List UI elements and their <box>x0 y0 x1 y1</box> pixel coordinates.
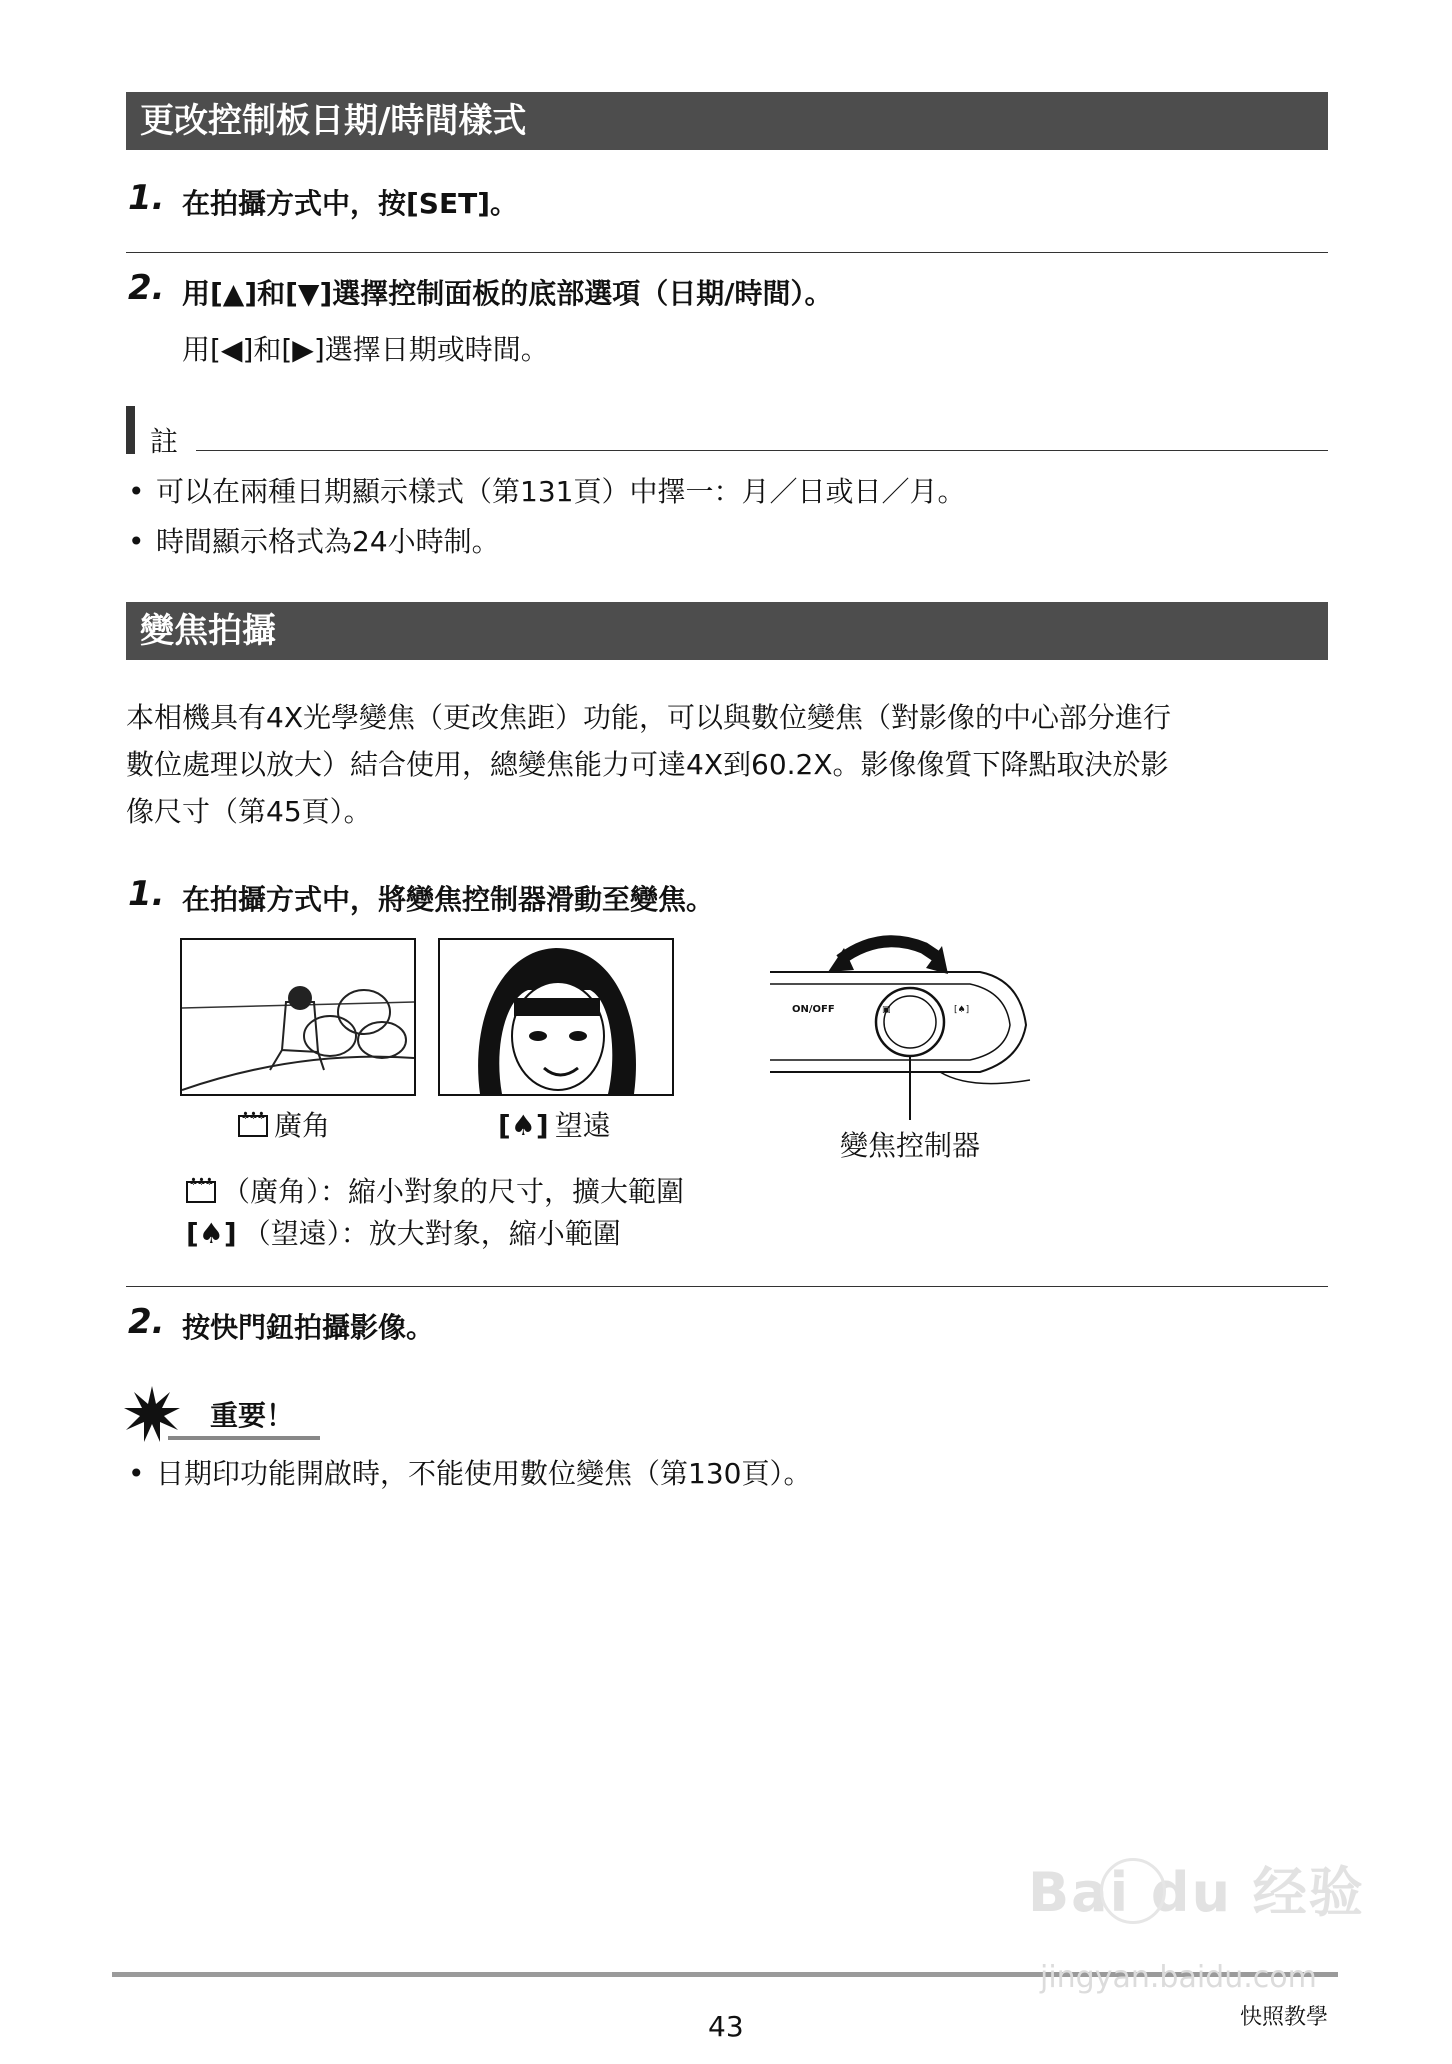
list-item: • 可以在兩種日期顯示樣式（第131頁）中擇一：月／日或日／月。 <box>128 475 966 508</box>
camera-top-view <box>770 930 1040 1120</box>
zoom-description: 本相機具有4X光學變焦（更改焦距）功能，可以與數位變焦（對影像的中心部分進行 數位處理以放大）結合使用，總變焦能力可達4X到60.2X。影像像質下降點取決於影 像尺寸（第45頁）。 <box>126 701 1172 828</box>
important-rule <box>168 1436 320 1440</box>
step-number: 1. <box>128 178 165 218</box>
important-burst-icon <box>124 1386 180 1442</box>
step-text: 在拍攝方式中，將變焦控制器滑動至變焦。 <box>182 883 715 916</box>
watermark-url: jingyan.baidu.com <box>1040 1960 1317 1995</box>
wide-angle-caption: ♣♣♣廣角 <box>238 1104 330 1144</box>
note-rule <box>196 450 1328 451</box>
telephoto-icon: [♠] <box>186 1217 237 1250</box>
telephoto-scene <box>440 940 672 1094</box>
wide-angle-scene <box>182 940 414 1094</box>
telephoto-icon: [♠] <box>498 1109 549 1142</box>
step-number: 2. <box>128 1302 165 1342</box>
step-text: 在拍攝方式中，按[SET]。 <box>182 187 518 220</box>
step-text: 按快門鈕拍攝影像。 <box>182 1311 435 1344</box>
zoom-controller-caption: 變焦控制器 <box>840 1129 981 1162</box>
footer-section-name: 快照教學 <box>1240 2005 1329 2030</box>
page-number: 43 <box>708 2010 744 2043</box>
paw-icon <box>1100 1858 1166 1924</box>
section-title-date-time-style: 更改控制板日期/時間樣式 <box>126 92 1328 150</box>
section-title-zoom: 變焦拍攝 <box>126 602 1328 660</box>
legend-tele: [♠] （望遠）：放大對象，縮小範圍 <box>186 1217 621 1250</box>
wide-angle-illustration <box>180 938 416 1096</box>
step-subtext: 用[◀]和[▶]選擇日期或時間。 <box>182 333 549 366</box>
divider <box>126 1286 1328 1287</box>
svg-text:▣: ▣ <box>882 1005 891 1015</box>
camera-diagram <box>770 930 1040 1120</box>
important-label: 重要！ <box>210 1399 295 1432</box>
note-marker <box>126 406 135 454</box>
camera-onoff-label: ON/OFF <box>792 1004 835 1015</box>
step-number: 1. <box>128 874 165 914</box>
note-label: 註 <box>150 425 179 458</box>
wide-angle-icon <box>238 1115 268 1137</box>
watermark-logo: Bai du 经验 <box>1028 1861 1365 1924</box>
step-number: 2. <box>128 268 165 308</box>
telephoto-caption: [♠] 望遠 <box>498 1109 611 1142</box>
wide-angle-icon <box>186 1181 216 1203</box>
divider <box>126 252 1328 253</box>
step-text: 用[▲]和[▼]選擇控制面板的底部選項（日期/時間）。 <box>182 277 833 310</box>
legend-wide: ♣♣♣（廣角）：縮小對象的尺寸，擴大範圍 <box>186 1170 684 1210</box>
telephoto-illustration <box>438 938 674 1096</box>
svg-text:[♠]: [♠] <box>954 1005 970 1015</box>
list-item: • 日期印功能開啟時，不能使用數位變焦（第130頁）。 <box>128 1457 812 1490</box>
list-item: • 時間顯示格式為24小時制。 <box>128 525 500 558</box>
